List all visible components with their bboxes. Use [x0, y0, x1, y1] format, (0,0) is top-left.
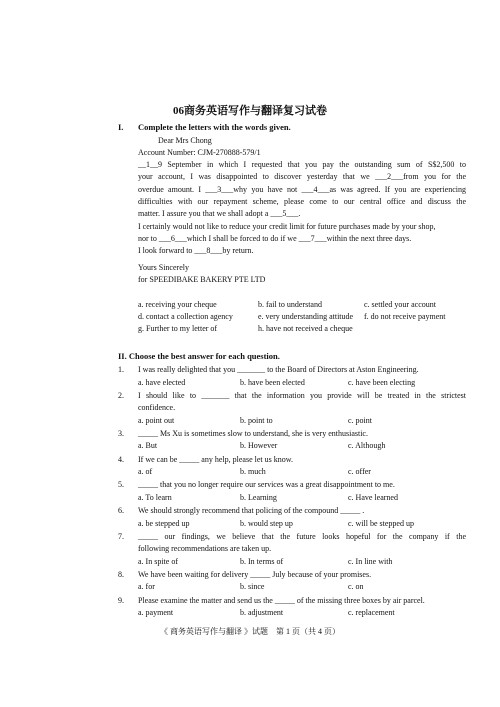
- question-number: 5.: [118, 480, 124, 490]
- page-title: 06商务英语写作与翻译复习试卷: [173, 105, 327, 117]
- letter-line: your account, I was disappointed to discover yesterday that we ___2___from you for the: [138, 172, 466, 182]
- answer-choice[interactable]: b. adjustment: [240, 608, 284, 618]
- question-number: 6.: [118, 506, 124, 515]
- question-text: _____ our findings, we believe that the future looks hopeful for the company if the: [138, 531, 466, 541]
- section-1-heading: Complete the letters with the words given.: [138, 122, 291, 132]
- letter-line: difficulties with our repayment scheme, please come to our central office and discuss the: [138, 196, 466, 206]
- letter-line: matter. I assure you that we shall adopt a ___5___.: [138, 209, 301, 219]
- question-text: We have been waiting for delivery _____ July because of your promises.: [138, 569, 372, 579]
- letter-line: nor to ___6___which I shall be forced to do if we ___7___within the next three days.: [138, 233, 412, 243]
- option-item: h. have not received a cheque: [258, 324, 353, 333]
- answer-choice[interactable]: c. Have learned: [348, 492, 398, 502]
- answer-choice[interactable]: b. since: [240, 582, 265, 592]
- answer-choice[interactable]: b. much: [240, 467, 266, 477]
- letter-closing: Yours Sincerely: [138, 263, 189, 272]
- answer-choice[interactable]: b. point to: [240, 415, 273, 425]
- answer-choice[interactable]: b. would step up: [240, 518, 293, 528]
- option-item: f. do not receive payment: [364, 312, 446, 321]
- question-number: 4.: [118, 454, 124, 464]
- answer-choice[interactable]: c. Although: [348, 441, 386, 451]
- question-text: If we can be _____ any help, please let us know.: [138, 454, 293, 464]
- answer-choice[interactable]: b. However: [240, 441, 278, 451]
- question-number: 2.: [118, 390, 124, 400]
- letter-signature: for SPEEDIBAKE BAKERY PTE LTD: [138, 275, 266, 284]
- answer-choice[interactable]: a. have elected: [138, 377, 186, 387]
- answer-choice[interactable]: a. for: [138, 582, 155, 592]
- page-footer: 《 商务英语写作与翻译 》试题 第 1 页（共 4 页）: [160, 627, 340, 636]
- letter-account-number: Account Number: CJM-270888-579/1: [138, 148, 261, 157]
- option-item: e. very understanding attitude: [258, 312, 354, 321]
- answer-choice[interactable]: c. offer: [348, 467, 371, 477]
- option-item: b. fail to understand: [258, 300, 322, 309]
- question-text: Please examine the matter and send us the _____ of the missing three boxes by air parcel.: [138, 595, 425, 605]
- answer-choice[interactable]: a. point out: [138, 415, 175, 425]
- answer-choice[interactable]: a. But: [138, 441, 158, 451]
- answer-choice[interactable]: a. payment: [138, 608, 174, 618]
- letter-line: I certainly would not like to reduce your credit limit for future purchases made by your shop,: [138, 221, 436, 231]
- answer-choice[interactable]: b. have been elected: [240, 377, 305, 387]
- answer-choice[interactable]: c. on: [348, 582, 364, 592]
- question-text: We should strongly recommend that policing of the compound _____ .: [138, 506, 365, 515]
- question-text: _____ that you no longer require our services was a great disappointment to me.: [138, 480, 395, 490]
- answer-choice[interactable]: c. replacement: [348, 608, 395, 618]
- letter-salutation: Dear Mrs Chong: [158, 136, 212, 145]
- option-item: g. Further to my letter of: [138, 324, 218, 333]
- question-text: confidence.: [138, 403, 176, 413]
- section-2-heading: II. Choose the best answer for each question.: [118, 351, 280, 361]
- question-text: following recommendations are taken up.: [138, 544, 272, 554]
- answer-choice[interactable]: a. of: [138, 467, 153, 477]
- question-text: I was really delighted that you _______ to the Board of Directors at Aston Engineering.: [138, 365, 419, 374]
- answer-choice[interactable]: c. point: [348, 415, 372, 425]
- answer-choice[interactable]: b. In terms of: [240, 556, 284, 566]
- question-text: I should like to _______ that the information you provide will be treated in the strictest: [138, 390, 466, 400]
- letter-line: __1__9 September in which I requested that you pay the outstanding sum of S$2,500 to: [138, 160, 466, 169]
- question-number: 8.: [118, 569, 124, 579]
- answer-choice[interactable]: c. In line with: [348, 556, 393, 566]
- question-text: _____ Ms Xu is sometimes slow to understand, she is very enthusiastic.: [138, 428, 368, 438]
- section-1-number: I.: [118, 122, 124, 132]
- option-item: a. receiving your cheque: [138, 300, 217, 309]
- answer-choice[interactable]: b. Learning: [240, 492, 277, 502]
- letter-line: I look forward to ___8___by return.: [138, 246, 254, 256]
- option-item: d. contact a collection agency: [138, 312, 233, 321]
- option-item: c. settled your account: [364, 300, 436, 309]
- answer-choice[interactable]: a. In spite of: [138, 556, 178, 566]
- letter-line: overdue amount. I ___3___why you have not ___4___as was agreed. If you are experiencing: [138, 184, 466, 194]
- question-number: 3.: [118, 428, 124, 438]
- answer-choice[interactable]: c. have been electing: [348, 377, 416, 387]
- question-number: 9.: [118, 595, 124, 605]
- question-number: 1.: [118, 365, 124, 374]
- answer-choice[interactable]: a. To learn: [138, 492, 172, 502]
- question-number: 7.: [118, 531, 124, 541]
- answer-choice[interactable]: a. be stepped up: [138, 518, 190, 528]
- answer-choice[interactable]: c. will be stepped up: [348, 518, 414, 528]
